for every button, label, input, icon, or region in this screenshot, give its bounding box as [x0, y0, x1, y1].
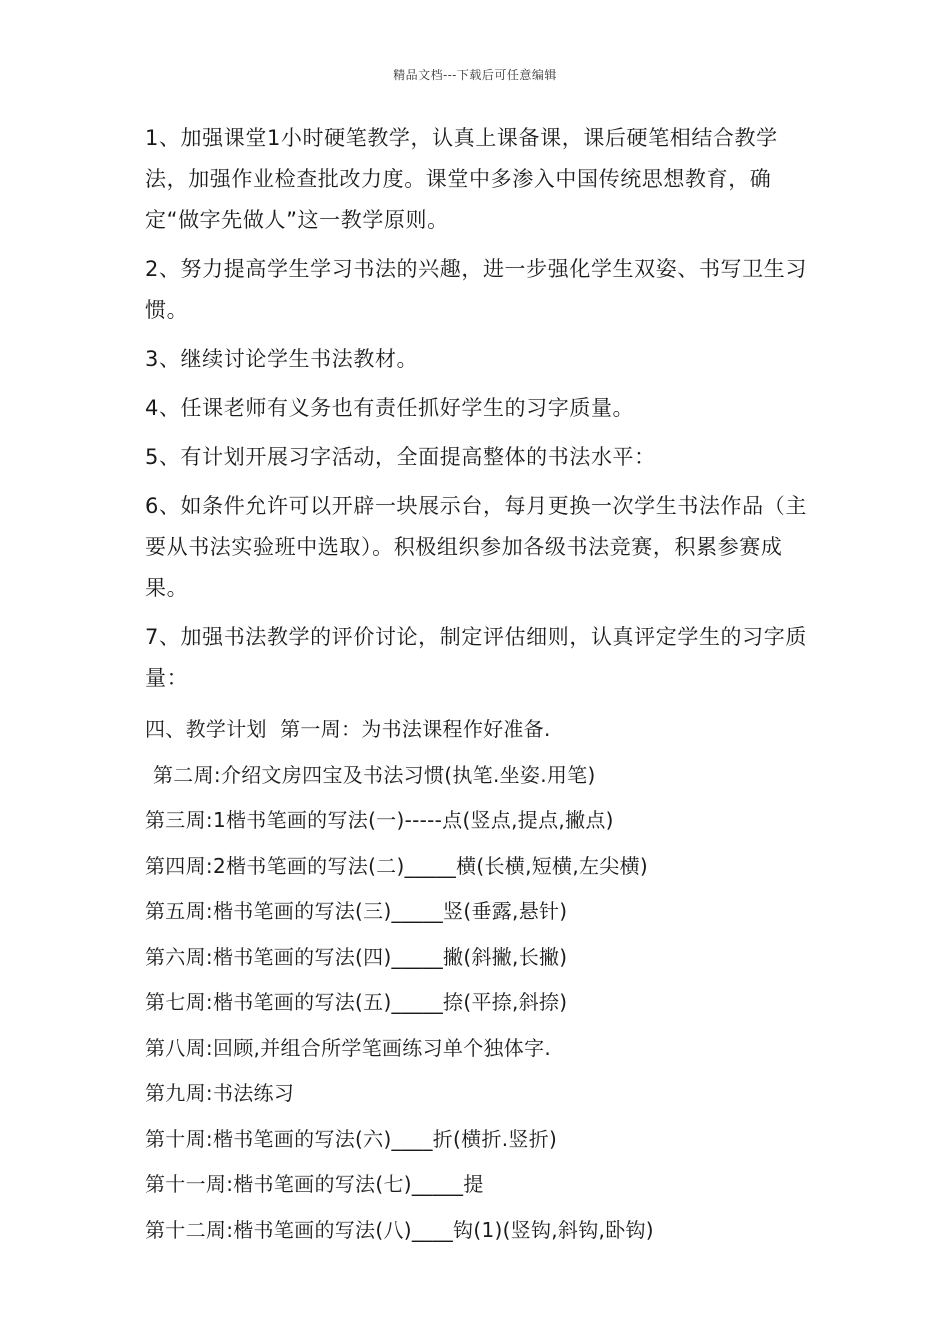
plan-week-7: 第七周:楷书笔画的写法(五)_____捺(平捺,斜捺) — [145, 990, 568, 1014]
plan-week-10: 第十周:楷书笔画的写法(六)____折(横折.竖折) — [145, 1126, 558, 1151]
paragraph-3: 3、继续讨论学生书法教材。 — [145, 347, 419, 371]
plan-week-4: 第四周:2楷书笔画的写法(二)_____横(长横,短横,左尖横) — [145, 853, 648, 878]
plan-week-3: 第三周:1楷书笔画的写法(一)-----点(竖点,提点,撇点) — [145, 808, 614, 832]
plan-week-6: 第六周:楷书笔画的写法(四)_____撇(斜撇,长撇) — [145, 944, 568, 969]
plan-week-9: 第九周:书法练习 — [145, 1081, 295, 1105]
plan-week-11: 第十一周:楷书笔画的写法(七)_____提 — [145, 1172, 484, 1196]
teaching-plan — [145, 707, 810, 1253]
plan-heading: 四、教学计划 第一周：为书法课程作好准备. — [145, 717, 551, 741]
paragraph-1: 1、加强课堂1小时硬笔教学，认真上课备课，课后硬笔相结合教学法，加强作业检查批改力度。课堂中多渗入中国传统思想教育，确定“做字先做人”这一教学原则。 — [145, 126, 778, 232]
plan-week-8: 第八周:回顾,并组合所学笔画练习单个独体字. — [145, 1035, 552, 1060]
paragraph-4: 4、任课老师有义务也有责任抓好学生的习字质量。 — [145, 396, 635, 420]
document-body — [145, 118, 810, 1253]
page-header: 精品文档---下载后可任意编辑 — [393, 68, 557, 82]
plan-week-2: 第二周:介绍文房四宝及书法习惯(执笔.坐姿.用笔) — [153, 762, 596, 787]
paragraph-2: 2、努力提高学生学习书法的兴趣，进一步强化学生双姿、书写卫生习惯。 — [145, 257, 807, 322]
paragraph-5: 5、有计划开展习字活动，全面提高整体的书法水平： — [145, 445, 656, 469]
paragraph-6: 6、如条件允许可以开辟一块展示台，每月更换一次学生书法作品（主要从书法实验班中选取）。积极组织参加各级书法竞赛，积累参赛成果。 — [145, 494, 807, 600]
plan-week-12: 第十二周:楷书笔画的写法(八)____钩(1)(竖钩,斜钩,卧钩) — [145, 1217, 654, 1242]
plan-week-5: 第五周:楷书笔画的写法(三)_____竖(垂露,悬针) — [145, 899, 568, 923]
paragraph-7: 7、加强书法教学的评价讨论，制定评估细则，认真评定学生的习字质量： — [145, 625, 807, 690]
